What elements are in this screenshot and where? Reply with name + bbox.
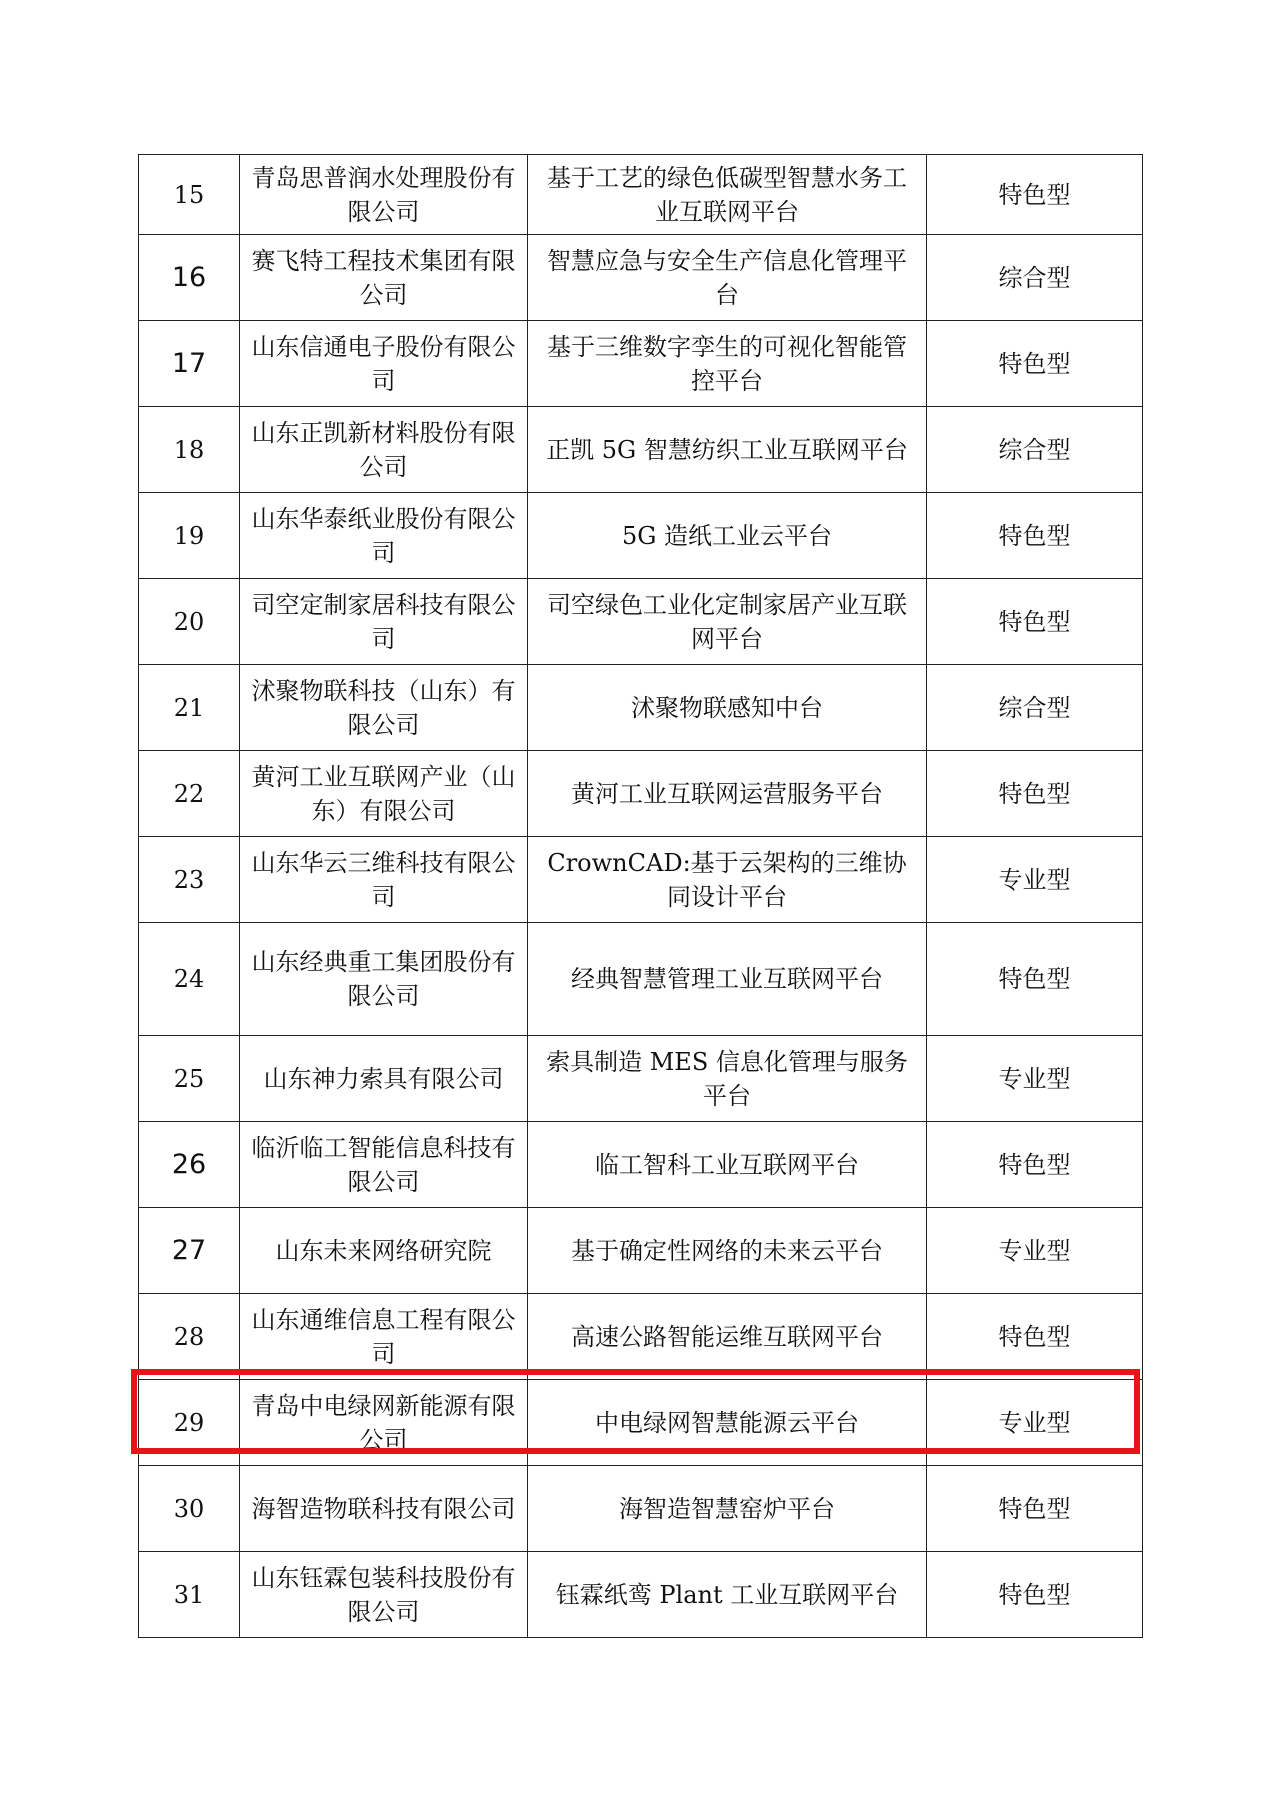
table-row [139, 493, 1143, 579]
company-name: 海智造物联科技有限公司 [240, 1466, 528, 1552]
platform-type: 特色型 [927, 321, 1143, 407]
company-name: 青岛思普润水处理股份有限公司 [240, 155, 528, 235]
table-row [139, 235, 1143, 321]
row-number: 15 [139, 155, 240, 235]
platform-name: 中电绿网智慧能源云平台 [528, 1380, 927, 1466]
row-number: 28 [139, 1294, 240, 1380]
company-name: 山东神力索具有限公司 [240, 1036, 528, 1122]
platform-name: 基于确定性网络的未来云平台 [528, 1208, 927, 1294]
company-name: 青岛中电绿网新能源有限公司 [240, 1380, 528, 1466]
row-number: 17 [139, 321, 240, 407]
row-number: 21 [139, 665, 240, 751]
row-number: 30 [139, 1466, 240, 1552]
platform-name: 5G 造纸工业云平台 [528, 493, 927, 579]
platform-name: 基于三维数字孪生的可视化智能管控平台 [528, 321, 927, 407]
company-name: 山东信通电子股份有限公司 [240, 321, 528, 407]
platform-name: 基于工艺的绿色低碳型智慧水务工业互联网平台 [528, 155, 927, 235]
platform-list-table [138, 154, 1143, 1638]
company-name: 沭聚物联科技（山东）有限公司 [240, 665, 528, 751]
platform-name: 临工智科工业互联网平台 [528, 1122, 927, 1208]
platform-name: 索具制造 MES 信息化管理与服务平台 [528, 1036, 927, 1122]
company-name: 黄河工业互联网产业（山东）有限公司 [240, 751, 528, 837]
row-number: 18 [139, 407, 240, 493]
table-row [139, 665, 1143, 751]
table-row [139, 751, 1143, 837]
table-row [139, 1294, 1143, 1380]
platform-type: 专业型 [927, 1208, 1143, 1294]
platform-name: 司空绿色工业化定制家居产业互联网平台 [528, 579, 927, 665]
platform-type: 综合型 [927, 665, 1143, 751]
platform-name: 黄河工业互联网运营服务平台 [528, 751, 927, 837]
table-row [139, 407, 1143, 493]
platform-type: 专业型 [927, 1036, 1143, 1122]
company-name: 赛飞特工程技术集团有限公司 [240, 235, 528, 321]
platform-name: 正凯 5G 智慧纺织工业互联网平台 [528, 407, 927, 493]
platform-name: 钰霖纸鸾 Plant 工业互联网平台 [528, 1552, 927, 1638]
table-row [139, 155, 1143, 235]
table-row [139, 1122, 1143, 1208]
platform-type: 特色型 [927, 1122, 1143, 1208]
row-number: 16 [139, 235, 240, 321]
platform-type: 特色型 [927, 493, 1143, 579]
table-row [139, 923, 1143, 1036]
row-number: 22 [139, 751, 240, 837]
company-name: 山东经典重工集团股份有限公司 [240, 923, 528, 1036]
row-number: 23 [139, 837, 240, 923]
platform-name: 高速公路智能运维互联网平台 [528, 1294, 927, 1380]
platform-name: 智慧应急与安全生产信息化管理平台 [528, 235, 927, 321]
row-number: 19 [139, 493, 240, 579]
platform-name: 海智造智慧窑炉平台 [528, 1466, 927, 1552]
platform-type: 综合型 [927, 235, 1143, 321]
row-number: 27 [139, 1208, 240, 1294]
platform-name: 沭聚物联感知中台 [528, 665, 927, 751]
table-row [139, 321, 1143, 407]
platform-type: 特色型 [927, 1294, 1143, 1380]
table-row [139, 1466, 1143, 1552]
row-number: 26 [139, 1122, 240, 1208]
company-name: 山东华泰纸业股份有限公司 [240, 493, 528, 579]
table-row-highlighted [139, 1380, 1143, 1466]
table-row [139, 1208, 1143, 1294]
company-name: 山东正凯新材料股份有限公司 [240, 407, 528, 493]
table-row [139, 837, 1143, 923]
company-name: 山东华云三维科技有限公司 [240, 837, 528, 923]
table-row [139, 1552, 1143, 1638]
company-name: 临沂临工智能信息科技有限公司 [240, 1122, 528, 1208]
row-number: 24 [139, 923, 240, 1036]
table-row [139, 1036, 1143, 1122]
platform-type: 特色型 [927, 1466, 1143, 1552]
platform-type: 特色型 [927, 751, 1143, 837]
row-number: 31 [139, 1552, 240, 1638]
platform-type: 特色型 [927, 579, 1143, 665]
company-name: 山东通维信息工程有限公司 [240, 1294, 528, 1380]
platform-type: 专业型 [927, 837, 1143, 923]
company-name: 山东钰霖包装科技股份有限公司 [240, 1552, 528, 1638]
platform-type: 特色型 [927, 155, 1143, 235]
row-number: 25 [139, 1036, 240, 1122]
table-row [139, 579, 1143, 665]
platform-type: 专业型 [927, 1380, 1143, 1466]
platform-name: 经典智慧管理工业互联网平台 [528, 923, 927, 1036]
row-number: 20 [139, 579, 240, 665]
platform-type: 特色型 [927, 923, 1143, 1036]
platform-name: CrownCAD:基于云架构的三维协同设计平台 [528, 837, 927, 923]
platform-type: 特色型 [927, 1552, 1143, 1638]
platform-type: 综合型 [927, 407, 1143, 493]
company-name: 山东未来网络研究院 [240, 1208, 528, 1294]
row-number: 29 [139, 1380, 240, 1466]
company-name: 司空定制家居科技有限公司 [240, 579, 528, 665]
